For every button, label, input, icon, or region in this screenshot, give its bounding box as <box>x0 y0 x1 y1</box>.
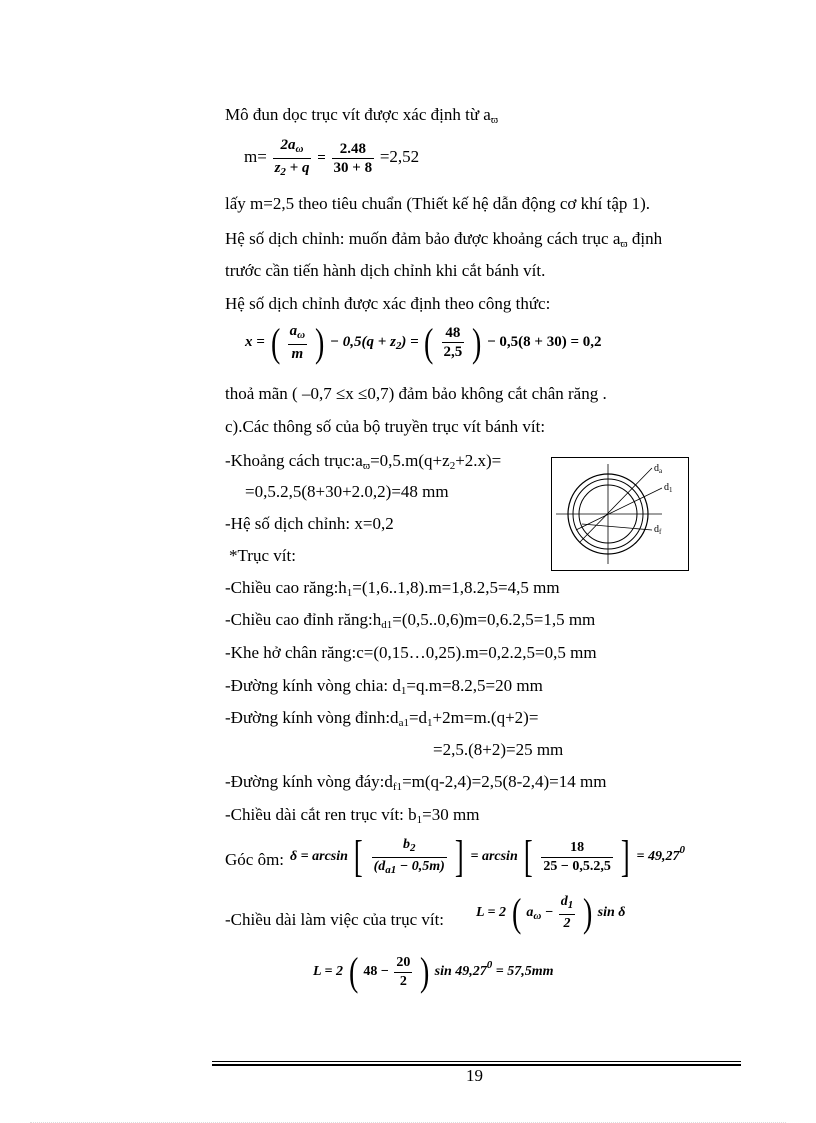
text-span: Hệ số dịch chỉnh: muốn đảm bảo được khoảng cách trục a <box>225 229 621 248</box>
fraction <box>288 322 307 363</box>
subscript: a1 <box>385 863 397 876</box>
text-line <box>225 261 545 281</box>
denominator <box>372 858 447 879</box>
formula-text: (d <box>373 858 386 874</box>
text-line <box>225 610 595 631</box>
text-line <box>225 676 543 697</box>
superscript: 0 <box>679 844 686 857</box>
numerator: 20 <box>394 954 412 973</box>
bracket-left: [ <box>354 832 364 881</box>
subscript: ϖ <box>490 114 499 126</box>
bracket-right: ] <box>455 832 465 881</box>
denominator: 2 <box>563 916 571 931</box>
fraction <box>273 136 312 181</box>
paren-right: ) <box>419 949 430 994</box>
numerator <box>288 322 307 345</box>
paren-left: ( <box>511 890 521 935</box>
formula-text: − 0,5(8 + 30) = 0,2 <box>487 333 602 350</box>
denominator <box>273 159 312 181</box>
paren-left: ( <box>348 949 358 994</box>
text-span: trước cần tiến hành dịch chỉnh khi cắt bánh vít. <box>225 261 546 280</box>
text-span: -Đường kính vòng chia: d <box>225 676 401 695</box>
formula-text: =2,52 <box>379 146 420 166</box>
formula-text: L = 2 <box>313 964 344 980</box>
formula-text: x = <box>245 333 265 350</box>
fraction <box>541 839 612 876</box>
denominator: 30 + 8 <box>333 160 373 176</box>
numerator: 2.48 <box>332 140 375 159</box>
subscript: 1 <box>416 814 423 826</box>
fraction <box>559 893 576 933</box>
text-span: =d <box>408 708 428 727</box>
text-line <box>225 294 550 314</box>
subscript: 1 <box>400 685 407 697</box>
subscript: 1 <box>567 899 574 911</box>
formula-L <box>476 890 626 935</box>
formula-text: = <box>317 149 326 166</box>
subscript: ω <box>297 329 306 341</box>
text-span: -Khe hở chân răng:c=(0,15…0,25).m=0,2.2,5=0,5 mm <box>225 643 597 662</box>
text-span: =2,5.(8+2)=25 mm <box>433 740 564 759</box>
page-number: 19 <box>466 1066 483 1085</box>
denominator: 2,5 <box>443 344 463 360</box>
text-line <box>225 643 597 663</box>
denominator: m <box>291 346 304 362</box>
text-span: -Đường kính vòng đỉnh:d <box>225 708 399 727</box>
subscript: 1 <box>346 587 353 599</box>
fraction <box>442 324 465 361</box>
formula-text: − <box>541 905 554 921</box>
numerator <box>559 893 576 915</box>
fraction <box>332 140 375 177</box>
formula-x <box>245 319 602 365</box>
text-span: -Hệ số dịch chỉnh: x=0,2 <box>225 514 394 533</box>
subscript: ϖ <box>620 238 628 250</box>
numerator: 18 <box>541 839 612 858</box>
text-span: =30 mm <box>422 805 480 824</box>
subscript: d1 <box>381 619 393 631</box>
superscript: 0 <box>486 959 493 972</box>
formula-text: + q <box>285 160 310 176</box>
formula-text: δ = arcsin <box>290 849 348 865</box>
subscript: 2 <box>395 339 402 352</box>
formula-text: − 0,5m) <box>396 858 445 874</box>
formula-text: − 0,5(q + z <box>329 333 396 350</box>
text-line <box>225 384 607 404</box>
formula-m <box>244 136 419 181</box>
formula-delta <box>290 832 686 881</box>
formula-text: m= <box>244 146 267 166</box>
text-span: định <box>627 229 663 248</box>
text-span: -Chiều cao đỉnh răng:h <box>225 610 382 629</box>
formula-text: z <box>274 160 281 176</box>
gear-diagram <box>552 458 688 570</box>
subscript: 2 <box>409 841 416 854</box>
subscript: ω <box>533 910 542 923</box>
text-span: =0,5.m(q+z <box>370 451 450 470</box>
leader-d1 <box>576 488 662 530</box>
formula-text: = 49,27 <box>636 849 680 865</box>
text-span: -Chiều cao răng:h <box>225 578 347 597</box>
paren-left: ( <box>270 319 280 365</box>
numerator: 48 <box>442 324 465 343</box>
text-line <box>225 850 284 870</box>
bracket-right: ] <box>621 832 631 881</box>
formula-text: ) = <box>401 333 419 350</box>
text-line <box>225 417 545 437</box>
subscript: 2 <box>280 166 286 178</box>
text-span: Mô đun dọc trục vít được xác định từ a <box>225 105 491 124</box>
subscript: ϖ <box>362 460 371 472</box>
text-line <box>225 708 538 729</box>
formula-text: d <box>560 894 568 909</box>
subscript: a1 <box>398 717 409 729</box>
text-line <box>225 229 662 250</box>
formula-L-result <box>313 949 554 994</box>
numerator <box>372 836 447 858</box>
text-span: =m(q-2,4)=2,5(8-2,4)=14 mm <box>402 772 607 791</box>
formula-text: sin 49,27 <box>434 964 487 980</box>
text-span: =(1,6..1,8).m=1,8.2,5=4,5 mm <box>352 578 560 597</box>
text-span: *Trục vít: <box>229 546 296 565</box>
text-span: -Khoảng cách trục:a <box>225 451 363 470</box>
text-span: +2.x)= <box>455 451 502 470</box>
label-da: $d_a$ <box>654 463 663 475</box>
denominator: 2 <box>399 973 407 989</box>
paren-right: ) <box>472 319 482 365</box>
text-span: -Chiều dài cắt ren trục vít: b <box>225 805 417 824</box>
formula-text: = 57,5mm <box>492 964 554 980</box>
numerator <box>273 136 312 159</box>
formula-text: a <box>289 323 298 339</box>
text-span: lấy m=2,5 theo tiêu chuẩn (Thiết kế hệ dẫn động cơ khí tập 1). <box>225 194 651 213</box>
text-line <box>229 546 296 566</box>
text-line <box>225 514 394 534</box>
text-span: =(0,5..0,6)m=0,6.2,5=1,5 mm <box>392 610 596 629</box>
text-line <box>225 194 650 214</box>
text-span: c).Các thông số của bộ truyền trục vít bánh vít: <box>225 417 546 436</box>
text-line <box>225 105 498 126</box>
paren-right: ) <box>582 890 593 935</box>
label-df: $d_f$ <box>654 524 662 536</box>
text-span: +2m=m.(q+2)= <box>432 708 539 727</box>
worm-section-figure <box>551 457 689 571</box>
denominator: 25 − 0,5.2,5 <box>543 858 611 874</box>
subscript: ω <box>295 143 304 155</box>
text-line <box>433 740 563 760</box>
formula-text: sin δ <box>597 905 626 921</box>
subscript: 2 <box>449 460 456 472</box>
text-span: =q.m=8.2,5=20 mm <box>406 676 543 695</box>
formula-text: L = 2 <box>476 905 507 921</box>
formula-text: = arcsin <box>470 849 518 865</box>
text-line <box>225 805 479 826</box>
text-line <box>225 451 501 472</box>
paren-left: ( <box>424 319 434 365</box>
formula-text: b <box>402 836 410 852</box>
text-line <box>225 910 444 930</box>
text-span: =0,5.2,5(8+30+2.0,2)=48 mm <box>245 482 449 501</box>
text-line <box>245 482 449 502</box>
label-d1: $d_1$ <box>664 482 673 494</box>
fraction <box>372 836 447 879</box>
text-line <box>225 578 560 599</box>
text-span: Góc ôm: <box>225 850 285 869</box>
text-line <box>225 772 606 793</box>
footer-rule-1 <box>212 1061 741 1062</box>
text-span: thoả mãn ( –0,7 ≤x ≤0,7) đảm bảo không cắt chân răng . <box>225 384 607 403</box>
bracket-left: [ <box>524 832 533 881</box>
subscript: 1 <box>427 717 433 729</box>
subscript: f1 <box>392 781 403 793</box>
text-span: -Chiều dài làm việc của trục vít: <box>225 910 445 929</box>
paren-right: ) <box>314 319 325 365</box>
formula-text: 2a <box>280 137 296 153</box>
fraction <box>394 954 412 991</box>
formula-text: a <box>526 905 534 921</box>
text-span: Hệ số dịch chỉnh được xác định theo công thức: <box>225 294 551 313</box>
leader-da <box>580 468 652 542</box>
formula-text: 48 − <box>363 964 389 980</box>
text-span: -Đường kính vòng đáy:d <box>225 772 393 791</box>
